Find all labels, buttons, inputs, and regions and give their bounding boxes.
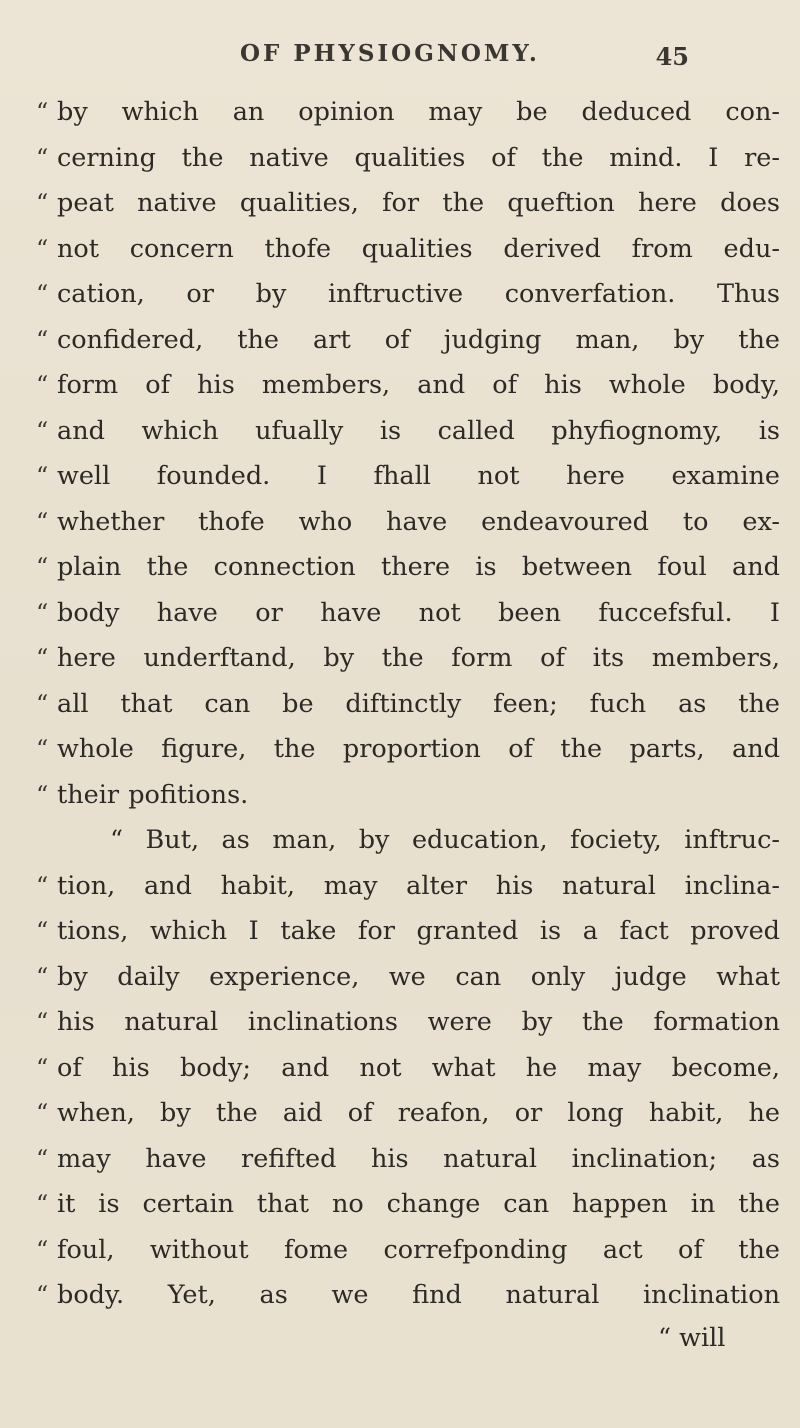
line-text: cerning the native qualities of the mind. I re- [57, 142, 780, 173]
quote-mark: “ [36, 1053, 49, 1082]
text-line [0, 1046, 800, 1090]
quote-mark: “ [36, 234, 49, 263]
quote-mark: “ [36, 462, 49, 490]
quote-mark: “ [36, 280, 49, 308]
line-text: his natural inclinations were by the formation [57, 1007, 780, 1037]
line-text: of his body; and not what he may become, [57, 1052, 780, 1083]
quote-mark: “ [36, 1190, 49, 1218]
line-text: not concern thofe qualities derived from edu- [57, 233, 780, 264]
text-line [0, 682, 800, 726]
catchword-line [0, 1316, 800, 1360]
quote-mark: “ [36, 598, 49, 627]
text-line [0, 181, 800, 225]
text-line [0, 1273, 800, 1317]
line-text: confidered, the art of judging man, by the [57, 324, 780, 355]
quote-mark: “ [36, 189, 49, 217]
line-text: and which ufually is called phyfiognomy, is [57, 415, 780, 446]
page-number: 45 [655, 42, 689, 71]
line-text: foul, without fome correfponding act of the [57, 1234, 780, 1265]
quote-mark: “ [36, 871, 49, 900]
text-line [0, 454, 800, 498]
text-line [0, 636, 800, 680]
quote-mark: “ [36, 1144, 49, 1173]
line-text: when, by the aid of reafon, or long habit, he [57, 1098, 780, 1128]
quote-mark: “ [36, 735, 49, 763]
line-text: “ But, as man, by education, fociety, inftruc- [110, 825, 780, 855]
line-text: cation, or by inftructive converfation. Thus [57, 279, 780, 309]
quote-mark: “ [36, 917, 49, 945]
text-line [0, 409, 800, 453]
line-text: well founded. I fhall not here examine [57, 461, 780, 491]
text-line [0, 272, 800, 316]
line-text: peat native qualities, for the queftion here does [57, 188, 780, 218]
line-text: whether thofe who have endeavoured to ex- [57, 506, 780, 537]
quote-mark: “ [36, 1281, 49, 1309]
line-text: by daily experience, we can only judge what [57, 961, 780, 992]
paragraph-start-line [0, 818, 800, 862]
text-line [0, 955, 800, 999]
text-line [0, 1091, 800, 1135]
line-text: by which an opinion may be deduced con- [57, 97, 780, 127]
quote-mark: “ [36, 98, 49, 126]
line-text: body. Yet, as we find natural inclination [57, 1280, 780, 1310]
quote-mark: “ [36, 780, 49, 809]
text-line [0, 773, 800, 817]
page-header [150, 40, 710, 76]
text-line [0, 1000, 800, 1044]
line-text: here underftand, by the form of its members, [57, 643, 780, 673]
text-line [0, 545, 800, 589]
quote-mark: “ [36, 507, 49, 536]
quote-mark: “ [36, 1099, 49, 1127]
text-line [0, 1182, 800, 1226]
text-line [0, 227, 800, 271]
text-line [0, 591, 800, 635]
line-text: their pofitions. [57, 779, 249, 810]
quote-mark: “ [36, 371, 49, 399]
quote-mark: “ [36, 143, 49, 172]
line-text: all that can be diftinctly feen; fuch as the [57, 688, 780, 719]
body-text [0, 90, 800, 1420]
quote-mark: “ [36, 644, 49, 672]
catchword: “ will [658, 1323, 726, 1353]
line-text: tion, and habit, may alter his natural inclina- [57, 870, 780, 901]
text-line [0, 727, 800, 771]
line-text: body have or have not been fuccefsful. I [57, 597, 780, 628]
quote-mark: “ [36, 553, 49, 581]
line-text: whole figure, the proportion of the parts, and [57, 734, 780, 764]
line-text: it is certain that no change can happen in the [57, 1189, 780, 1219]
text-line [0, 363, 800, 407]
text-line [0, 864, 800, 908]
line-text: may have refifted his natural inclination; as [57, 1143, 780, 1174]
quote-mark: “ [36, 416, 49, 445]
running-head: OF PHYSIOGNOMY. [240, 40, 540, 67]
quote-mark: “ [36, 1235, 49, 1264]
text-line [0, 909, 800, 953]
text-line [0, 500, 800, 544]
text-line [0, 90, 800, 134]
text-line [0, 136, 800, 180]
text-line [0, 1137, 800, 1181]
line-text: form of his members, and of his whole body, [57, 370, 780, 400]
line-text: plain the connection there is between foul and [57, 552, 780, 582]
text-line [0, 1228, 800, 1272]
line-text: tions, which I take for granted is a fact proved [57, 916, 780, 946]
text-line [0, 318, 800, 362]
quote-mark: “ [36, 1008, 49, 1036]
quote-mark: “ [36, 962, 49, 991]
quote-mark: “ [36, 689, 49, 718]
quote-mark: “ [36, 325, 49, 354]
